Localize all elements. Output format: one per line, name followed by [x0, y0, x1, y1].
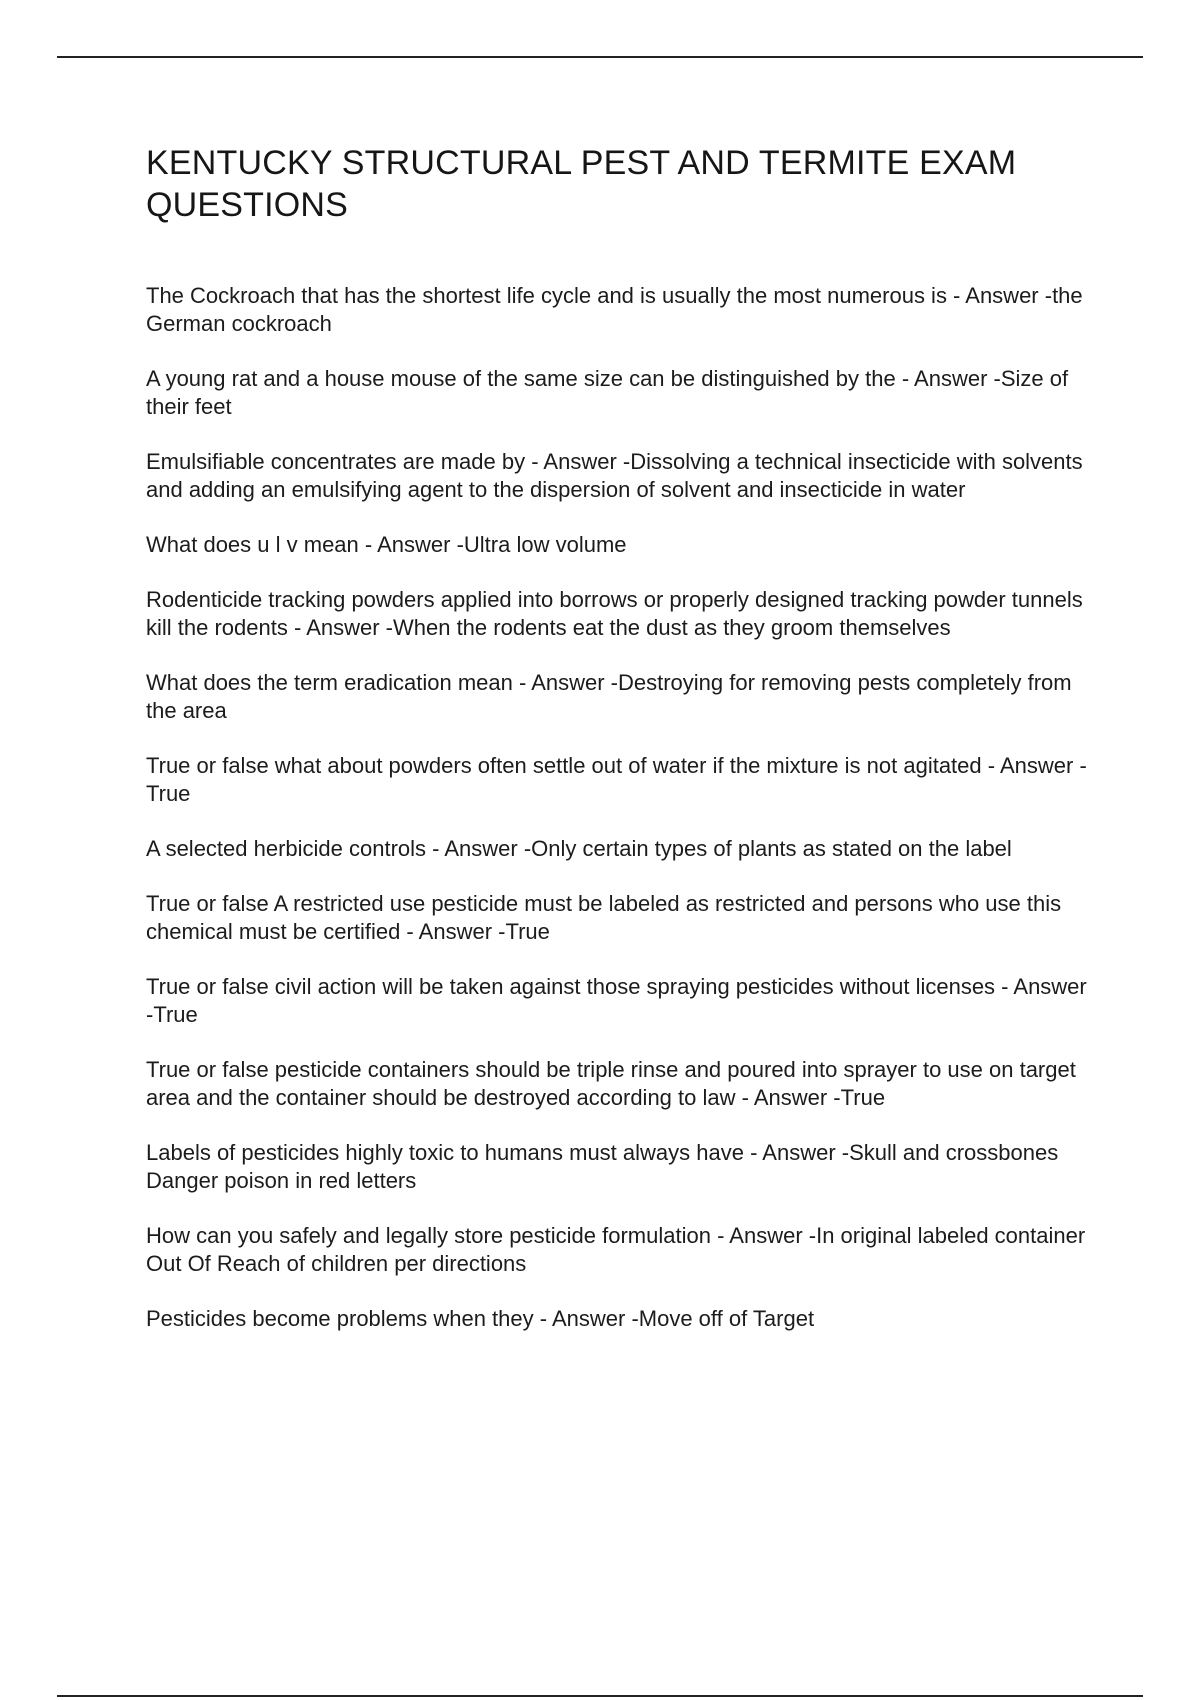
question-list [146, 282, 1096, 1360]
question-item: A selected herbicide controls - Answer -Only certain types of plants as stated on the label [146, 836, 1012, 861]
question-item: Rodenticide tracking powders applied into borrows or properly designed tracking powder tunnels kill the rodents - Answer -When the rodents eat the dust as they groom themselves [146, 587, 1083, 640]
question-item: What does u l v mean - Answer -Ultra low volume [146, 532, 627, 557]
document-body [146, 142, 1096, 1331]
question-item: Labels of pesticides highly toxic to humans must always have - Answer -Skull and crossbones Danger poison in red letters [146, 1140, 1059, 1193]
question-item: Pesticides become problems when they - Answer -Move off of Target [146, 1306, 815, 1331]
question-item: What does the term eradication mean - Answer -Destroying for removing pests completely from the area [146, 670, 1072, 723]
question-item: True or false pesticide containers should be triple rinse and poured into sprayer to use on target area and the container should be destroyed according to law - Answer -True [146, 1057, 1076, 1110]
question-item: Emulsifiable concentrates are made by - Answer -Dissolving a technical insecticide with solvents and adding an emulsifying agent to the dispersion of solvent and insecticide in water [146, 449, 1083, 502]
document-title: KENTUCKY STRUCTURAL PEST AND TERMITE EXAM QUESTIONS [146, 144, 1017, 224]
question-item: True or false A restricted use pesticide must be labeled as restricted and persons who use this chemical must be certified - Answer -True [146, 891, 1062, 944]
question-item: True or false civil action will be taken against those spraying pesticides without licenses - Answer -True [146, 974, 1087, 1027]
question-item: How can you safely and legally store pesticide formulation - Answer -In original labeled container Out Of Reach of children per directions [146, 1223, 1086, 1276]
header-rule [57, 56, 1143, 58]
question-item: A young rat and a house mouse of the same size can be distinguished by the - Answer -Size of their feet [146, 366, 1069, 419]
footer-rule [57, 1695, 1143, 1697]
question-item: The Cockroach that has the shortest life cycle and is usually the most numerous is - Answer -the German cockroach [146, 283, 1083, 336]
question-item: True or false what about powders often settle out of water if the mixture is not agitated - Answer -True [146, 753, 1087, 806]
